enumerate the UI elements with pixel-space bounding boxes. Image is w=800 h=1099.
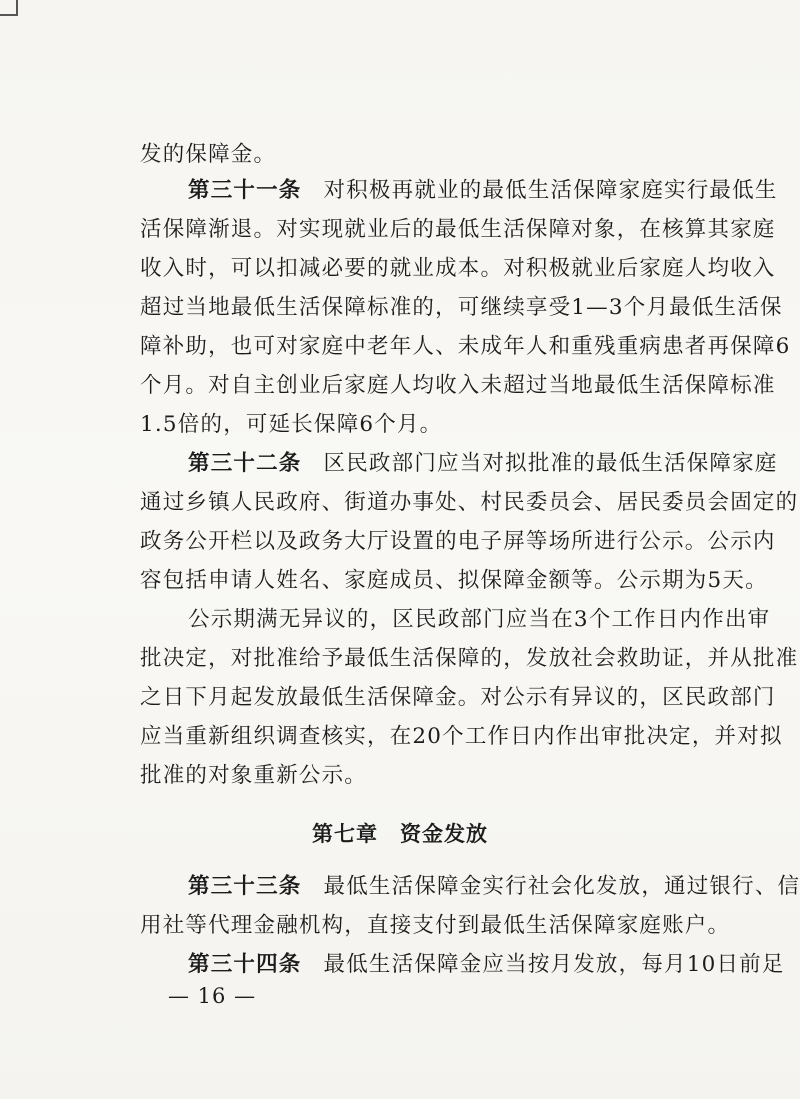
text-line: 用社等代理金融机构，直接支付到最低生活保障家庭账户。 — [140, 913, 731, 938]
text-line: 个月。对自主创业后家庭人均收入未超过当地最低生活保障标准 — [140, 373, 776, 398]
article-31-heading: 第三十一条 — [188, 178, 302, 203]
text-line: 最低生活保障金应当按月发放，每月10日前足 — [323, 952, 785, 977]
text-line: 对积极再就业的最低生活保障家庭实行最低生 — [323, 178, 778, 203]
article-34-heading: 第三十四条 — [188, 952, 302, 977]
text-line: 收入时，可以扣减必要的就业成本。对积极就业后家庭人均收入 — [140, 256, 776, 281]
article-33-line — [188, 872, 800, 902]
text-line: 应当重新组织调查核实，在20个工作日内作出审批决定，并对拟 — [140, 724, 783, 749]
chapter-title: 第七章 资金发放 — [312, 822, 488, 846]
page-number: — 16 — — [168, 984, 257, 1008]
article-31-line — [188, 176, 778, 206]
text-line: 区民政部门应当对拟批准的最低生活保障家庭 — [323, 451, 778, 476]
text-line: 公示期满无异议的，区民政部门应当在3个工作日内作出审 — [188, 607, 771, 632]
text-line: 通过乡镇人民政府、街道办事处、村民委员会、居民委员会固定的 — [140, 490, 799, 515]
article-32-line — [188, 449, 778, 479]
text-line: 发的保障金。 — [140, 142, 277, 167]
text-line: 1.5倍的，可延长保障6个月。 — [140, 412, 443, 437]
text-line: 之日下月起发放最低生活保障金。对公示有异议的，区民政部门 — [140, 685, 776, 710]
text-line: 超过当地最低生活保障标准的，可继续享受1—3个月最低生活保 — [140, 295, 783, 320]
article-33-heading: 第三十三条 — [188, 874, 302, 899]
article-34-line — [188, 950, 785, 980]
text-line: 批准的对象重新公示。 — [140, 763, 368, 788]
text-line: 最低生活保障金实行社会化发放，通过银行、信 — [323, 874, 800, 899]
text-line: 活保障渐退。对实现就业后的最低生活保障对象，在核算其家庭 — [140, 217, 776, 242]
scan-corner-mark — [0, 0, 18, 16]
article-32-heading: 第三十二条 — [188, 451, 302, 476]
text-line: 障补助，也可对家庭中老年人、未成年人和重残重病患者再保障6 — [140, 334, 791, 359]
text-line: 容包括申请人姓名、家庭成员、拟保障金额等。公示期为5天。 — [140, 568, 768, 593]
text-line: 批决定，对批准给予最低生活保障的，发放社会救助证，并从批准 — [140, 646, 799, 671]
text-line: 政务公开栏以及政务大厅设置的电子屏等场所进行公示。公示内 — [140, 529, 776, 554]
